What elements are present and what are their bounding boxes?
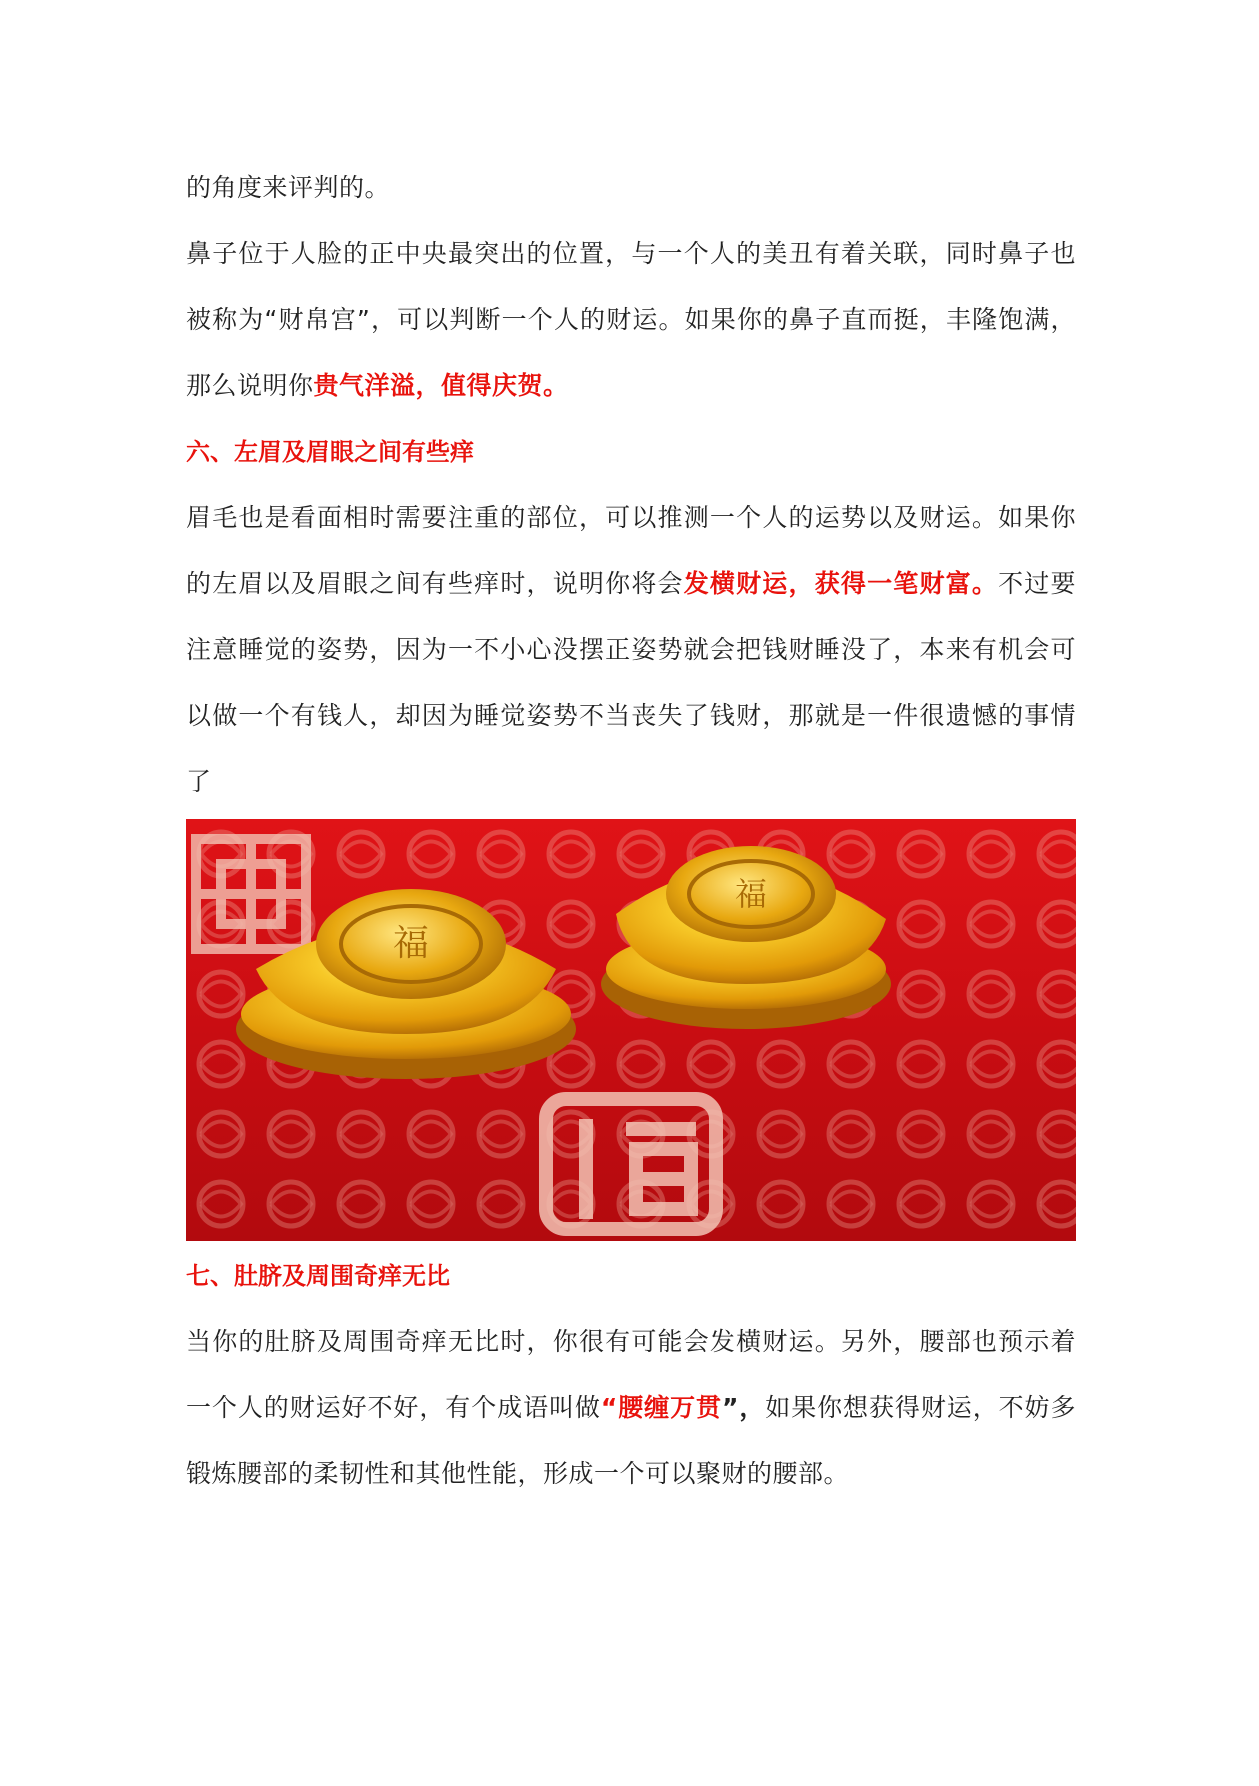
section7-paragraph-text-after: 如果你想获得财运，不妨多锻炼腰部的柔韧性和其他性能，形成一个可以聚财的腰部。: [186, 1393, 1076, 1488]
section7-quote-close: ”，: [721, 1393, 766, 1422]
svg-text:福: 福: [392, 923, 430, 964]
intro-paragraph-tail: 的角度来评判的。: [186, 173, 391, 202]
svg-text:福: 福: [734, 875, 768, 913]
article-body: [186, 155, 1076, 1507]
section6-paragraph-highlight: 发横财运，获得一笔财富。: [683, 569, 999, 598]
section6-paragraph-text: 眉毛也是看面相时需要注重的部位，可以推测一个人的运势以及财运。如果你的左眉以及眉眼之间有些痒时，说明你将会: [186, 503, 1076, 598]
section7-paragraph-highlight: 腰缠万贯: [617, 1393, 722, 1422]
nose-paragraph: [186, 221, 1076, 419]
section6-paragraph-text-after: 不过要注意睡觉的姿势，因为一不小心没摆正姿势就会把钱财睡没了，本来有机会可以做一个有钱人，却因为睡觉姿势不当丧失了钱财，那就是一件很遗憾的事情了: [186, 569, 1076, 796]
section6-heading: 六、左眉及眉眼之间有些痒: [186, 438, 474, 466]
nose-paragraph-text: 鼻子位于人脸的正中央最突出的位置，与一个人的美丑有着关联，同时鼻子也被称为“财帛宫”，可以判断一个人的财运。如果你的鼻子直而挺，丰隆饱满，那么说明你: [186, 239, 1076, 400]
section7-paragraph-text: 当你的肚脐及周围奇痒无比时，你很有可能会发横财运。另外，腰部也预示着一个人的财运好不好，有个成语叫做: [186, 1327, 1076, 1422]
section6-paragraph: [186, 485, 1076, 815]
nose-paragraph-highlight: 贵气洋溢，值得庆贺。: [313, 371, 569, 400]
section7-paragraph: [186, 1309, 1076, 1507]
section7-quote-open: “: [600, 1393, 618, 1422]
gold-ingots-photo: [186, 819, 1076, 1241]
section7-heading: 七、肚脐及周围奇痒无比: [186, 1262, 450, 1290]
